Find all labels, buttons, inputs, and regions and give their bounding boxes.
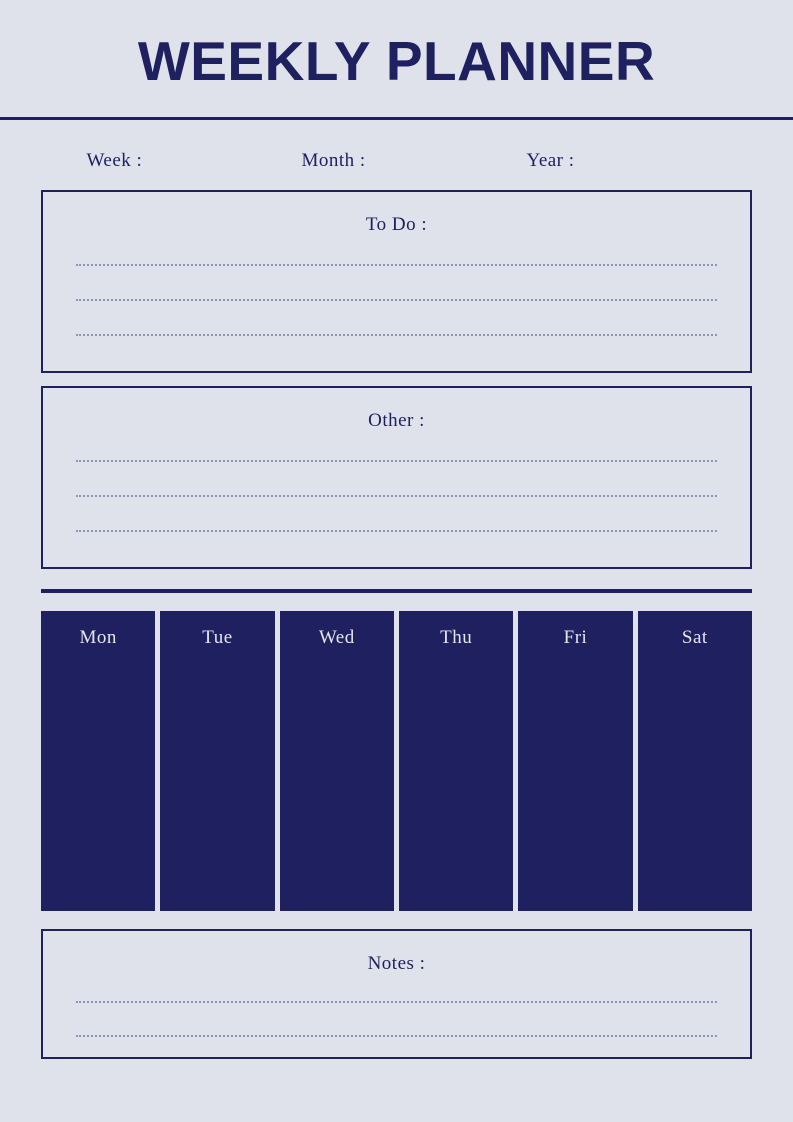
notes-label: Notes : bbox=[367, 953, 426, 974]
section-divider bbox=[41, 589, 752, 593]
day-label: Tue bbox=[202, 627, 233, 648]
day-column-sat[interactable] bbox=[638, 611, 752, 911]
other-section bbox=[41, 386, 752, 569]
year-field-label[interactable]: Year : bbox=[526, 150, 575, 171]
todo-write-line[interactable] bbox=[76, 264, 717, 266]
week-grid bbox=[41, 611, 752, 911]
todo-lines bbox=[43, 264, 750, 336]
title-block bbox=[0, 0, 793, 120]
todo-write-line[interactable] bbox=[76, 299, 717, 301]
other-write-line[interactable] bbox=[76, 460, 717, 462]
month-field-label[interactable]: Month : bbox=[301, 150, 366, 171]
todo-label: To Do : bbox=[365, 214, 428, 235]
notes-write-line[interactable] bbox=[76, 1001, 717, 1003]
day-label: Wed bbox=[318, 627, 355, 648]
week-field-label[interactable]: Week : bbox=[86, 150, 143, 171]
notes-write-line[interactable] bbox=[76, 1035, 717, 1037]
day-column-thu[interactable] bbox=[399, 611, 513, 911]
other-lines bbox=[43, 460, 750, 532]
other-write-line[interactable] bbox=[76, 495, 717, 497]
meta-row bbox=[87, 120, 707, 172]
day-column-mon[interactable] bbox=[41, 611, 155, 911]
page-title: WEEKLY PLANNER bbox=[137, 30, 656, 92]
day-column-fri[interactable] bbox=[518, 611, 632, 911]
other-label: Other : bbox=[368, 410, 425, 431]
todo-section bbox=[41, 190, 752, 373]
notes-lines bbox=[43, 1001, 750, 1037]
day-label: Sat bbox=[681, 627, 708, 648]
day-label: Fri bbox=[563, 627, 588, 648]
notes-section bbox=[41, 929, 752, 1059]
day-column-tue[interactable] bbox=[160, 611, 274, 911]
todo-write-line[interactable] bbox=[76, 334, 717, 336]
day-column-wed[interactable] bbox=[280, 611, 394, 911]
day-label: Mon bbox=[79, 627, 117, 648]
day-label: Thu bbox=[440, 627, 473, 648]
other-write-line[interactable] bbox=[76, 530, 717, 532]
